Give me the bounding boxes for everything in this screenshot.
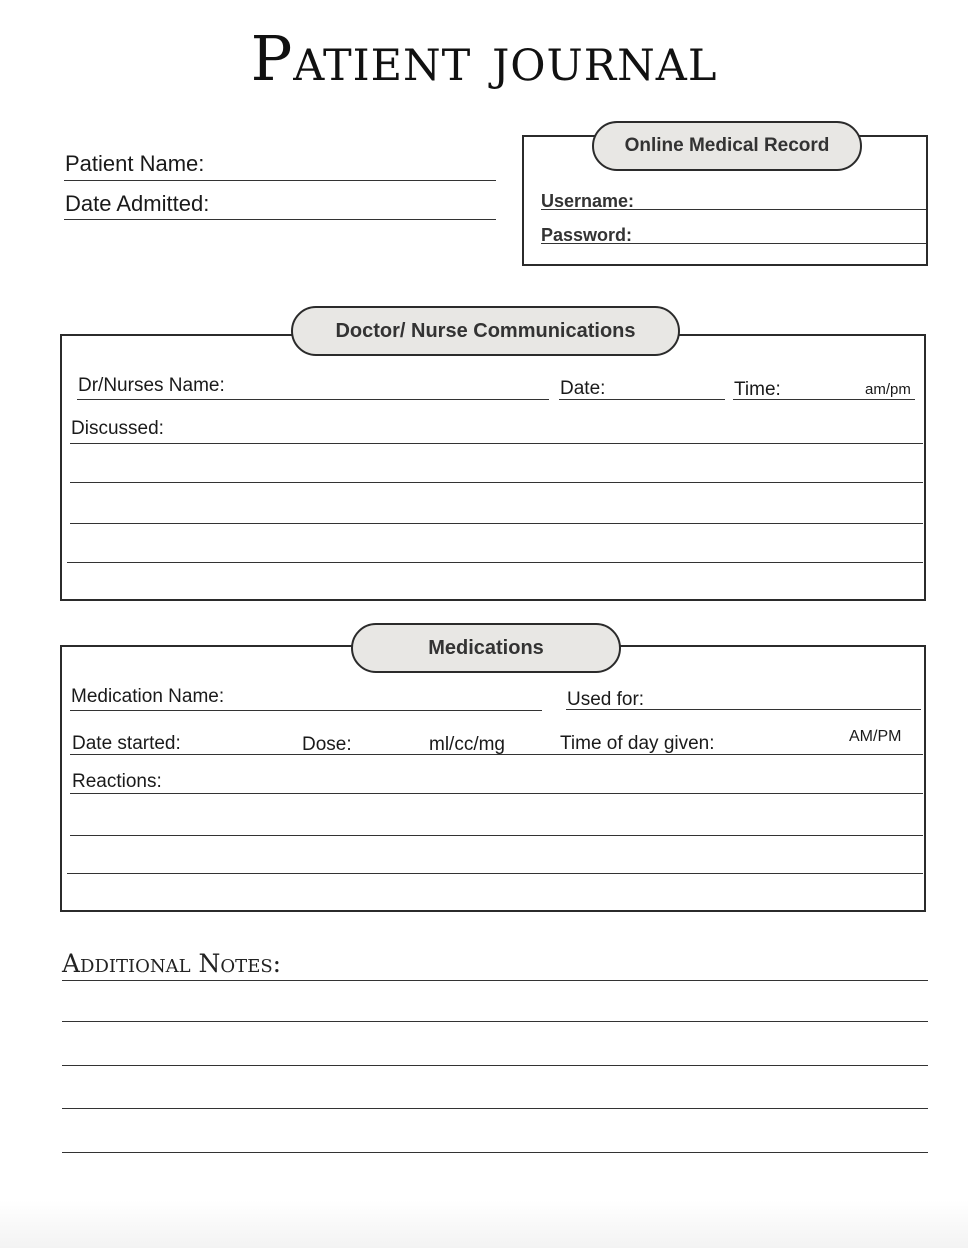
notes-line[interactable] [62,1021,928,1022]
discussed-line[interactable] [70,443,923,444]
med-ampm: AM/PM [849,728,902,745]
dose-label: Dose: [302,734,352,755]
notes-line[interactable] [62,1152,928,1153]
reactions-line[interactable] [70,835,923,836]
date-dose-time-line[interactable] [70,754,923,755]
online-record-heading: Online Medical Record [592,121,862,171]
comm-time-line[interactable] [733,399,915,400]
date-admitted-line[interactable] [64,219,496,220]
reactions-line[interactable] [70,793,923,794]
dr-nurse-name-line[interactable] [77,399,549,400]
additional-notes-heading: Additional Notes: [62,949,282,978]
username-label: Username: [541,191,635,211]
dr-nurse-name-label: Dr/Nurses Name: [78,375,225,396]
patient-name-label: Patient Name: [65,151,205,176]
used-for-label: Used for: [567,689,645,710]
time-of-day-label: Time of day given: [560,733,715,754]
notes-line[interactable] [62,1065,928,1066]
medication-name-label: Medication Name: [71,686,225,707]
date-started-label: Date started: [72,733,181,754]
reactions-line[interactable] [67,873,923,874]
used-for-line[interactable] [566,709,921,710]
password-line[interactable] [541,243,926,244]
notes-line[interactable] [62,1108,928,1109]
date-admitted-label: Date Admitted: [65,191,210,216]
page-title: Patient journal [250,22,718,95]
comm-time-label: Time: [734,379,781,400]
medications-heading: Medications [351,623,621,673]
communications-heading: Doctor/ Nurse Communications [291,306,680,356]
comm-date-line[interactable] [559,399,725,400]
medication-name-line[interactable] [70,710,542,711]
reactions-label: Reactions: [72,771,162,792]
comm-date-label: Date: [560,378,606,399]
notes-line[interactable] [62,980,928,981]
comm-ampm: am/pm [865,381,911,398]
discussed-label: Discussed: [71,418,164,439]
discussed-line[interactable] [70,482,923,483]
discussed-line[interactable] [67,562,923,563]
dose-units: ml/cc/mg [429,734,505,755]
discussed-line[interactable] [70,523,923,524]
page-bottom-shade [0,1200,968,1248]
password-label: Password: [541,225,633,245]
username-line[interactable] [541,209,926,210]
patient-name-line[interactable] [64,180,496,181]
